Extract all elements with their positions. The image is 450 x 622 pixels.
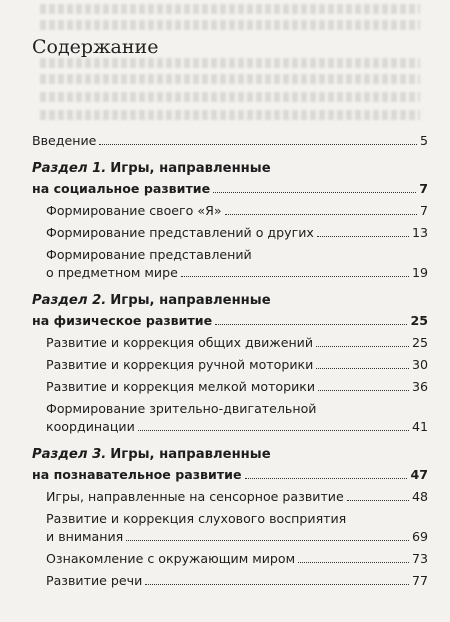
- toc-entry-label: Развитие речи: [46, 573, 143, 588]
- show-through-text: [0, 0, 450, 130]
- toc-entry[interactable]: [32, 566, 428, 588]
- toc-entry-page: 19: [411, 265, 428, 280]
- toc-entry-label-cont: координации: [46, 419, 135, 434]
- toc-entry-label: Развитие и коррекция общих движений: [46, 335, 314, 350]
- toc-entry-multiline-cont[interactable]: [32, 416, 428, 434]
- toc-entry-page: 41: [411, 419, 428, 434]
- toc-entry-multiline[interactable]: [32, 394, 428, 416]
- section-title: Игры, направленные: [110, 447, 271, 462]
- toc-entry-label: Развитие и коррекция мелкой моторики: [46, 379, 316, 394]
- toc-entry-page: 13: [411, 225, 428, 240]
- section-number: Раздел 3.: [32, 447, 107, 462]
- toc-entry-page: 73: [411, 551, 428, 566]
- dot-leader: [317, 236, 409, 237]
- section-page: 47: [410, 467, 428, 482]
- section-number: Раздел 2.: [32, 293, 107, 308]
- dot-leader: [99, 144, 417, 145]
- dot-leader: [181, 276, 409, 277]
- section-page: 7: [419, 181, 428, 196]
- section-title: Игры, направленные: [110, 293, 271, 308]
- toc-entry[interactable]: [32, 372, 428, 394]
- section-number: Раздел 1.: [32, 161, 107, 176]
- section-heading[interactable]: [32, 444, 428, 462]
- toc-entry-label: Ознакомление с окружающим миром: [46, 551, 296, 566]
- dot-leader: [145, 584, 409, 585]
- section-page: 25: [410, 313, 428, 328]
- dot-leader: [225, 214, 417, 215]
- section-heading[interactable]: [32, 158, 428, 176]
- section-title-cont: на физическое развитие: [32, 313, 213, 328]
- toc-entry-label: Формирование представлений о других: [46, 225, 314, 240]
- section-title-cont: на социальное развитие: [32, 181, 211, 196]
- toc-entry[interactable]: [32, 196, 428, 218]
- toc-entry-multiline-cont[interactable]: [32, 526, 428, 544]
- toc-entry-label: Развитие и коррекция ручной моторики: [46, 357, 314, 372]
- toc-entry[interactable]: [32, 350, 428, 372]
- toc-entry-label: Игры, направленные на сенсорное развитие: [46, 489, 344, 504]
- section-title: Игры, направленные: [110, 161, 271, 176]
- toc-entry-multiline[interactable]: [32, 240, 428, 262]
- toc-entry-label: Введение: [32, 133, 97, 148]
- dot-leader: [298, 562, 409, 563]
- toc-entry-multiline-cont[interactable]: [32, 262, 428, 280]
- toc-entry-page: 5: [419, 133, 428, 148]
- section-heading-line2[interactable]: [32, 176, 428, 196]
- toc-entry-page: 25: [411, 335, 428, 350]
- section-title-cont: на познавательное развитие: [32, 467, 242, 482]
- page-title: Содержание: [32, 36, 159, 58]
- dot-leader: [245, 478, 408, 479]
- toc-entry-label: Развитие и коррекция слухового восприятия: [46, 511, 347, 526]
- toc-entry-page: 48: [411, 489, 428, 504]
- toc-entry-label: Формирование зрительно-двигательной: [46, 401, 317, 416]
- section-heading-line2[interactable]: [32, 462, 428, 482]
- toc-entry-page: 69: [411, 529, 428, 544]
- section-heading[interactable]: [32, 290, 428, 308]
- toc-section-1: [32, 158, 428, 280]
- toc-entry[interactable]: [32, 328, 428, 350]
- dot-leader: [138, 430, 409, 431]
- toc-entry-multiline[interactable]: [32, 504, 428, 526]
- dot-leader: [347, 500, 409, 501]
- dot-leader: [126, 540, 409, 541]
- toc-section-3: [32, 444, 428, 588]
- toc-entry[interactable]: [32, 544, 428, 566]
- toc-entry[interactable]: [32, 482, 428, 504]
- dot-leader: [215, 324, 407, 325]
- toc-section-2: [32, 290, 428, 434]
- toc-entry-label-cont: и внимания: [46, 529, 124, 544]
- toc-entry-page: 7: [419, 203, 428, 218]
- toc-entry-intro[interactable]: [32, 126, 428, 148]
- toc-entry-page: 36: [411, 379, 428, 394]
- dot-leader: [316, 346, 409, 347]
- dot-leader: [316, 368, 409, 369]
- dot-leader: [318, 390, 409, 391]
- table-of-contents: [32, 126, 428, 588]
- toc-entry-label: Формирование своего «Я»: [46, 203, 222, 218]
- toc-entry-page: 77: [411, 573, 428, 588]
- toc-entry-label: Формирование представлений: [46, 247, 252, 262]
- dot-leader: [213, 192, 416, 193]
- toc-entry-label-cont: о предметном мире: [46, 265, 178, 280]
- toc-entry-page: 30: [411, 357, 428, 372]
- section-heading-line2[interactable]: [32, 308, 428, 328]
- toc-entry[interactable]: [32, 218, 428, 240]
